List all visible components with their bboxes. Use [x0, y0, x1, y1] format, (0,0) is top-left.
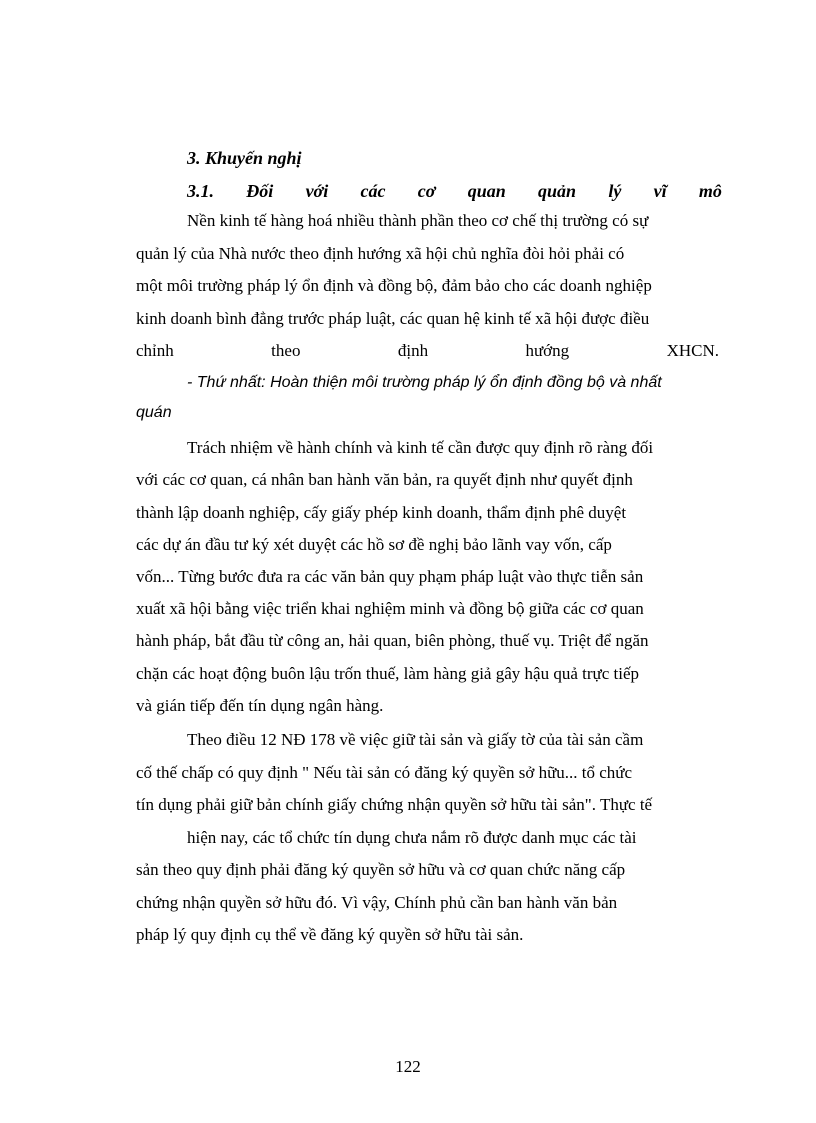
- paragraph-line: hiện nay, các tổ chức tín dụng chưa nắm rõ được danh mục các tài: [187, 828, 637, 847]
- paragraph-line: với các cơ quan, cá nhân ban hành văn bản, ra quyết định như quyết định: [136, 470, 633, 489]
- paragraph-line: các dự án đầu tư ký xét duyệt các hồ sơ đề nghị bảo lãnh vay vốn, cấp: [136, 535, 612, 554]
- first-item-line: quán: [136, 404, 172, 421]
- paragraph-line: vốn... Từng bước đưa ra các văn bản quy phạm pháp luật vào thực tiễn sản: [136, 567, 644, 586]
- subsection-word: 3.1.: [187, 181, 214, 201]
- subsection-word: vĩ: [653, 181, 667, 201]
- paragraph-word: định: [397, 341, 429, 360]
- paragraph-line: hành pháp, bắt đầu từ công an, hải quan, biên phòng, thuế vụ. Triệt để ngăn: [136, 631, 649, 650]
- paragraph-word: XHCN.: [666, 341, 719, 360]
- paragraph-line: và gián tiếp đến tín dụng ngân hàng.: [136, 696, 384, 715]
- subsection-word: quản: [538, 181, 577, 201]
- subsection-word: cơ: [417, 181, 436, 201]
- paragraph-word: hướng: [525, 341, 570, 360]
- paragraph-line: chứng nhận quyền sở hữu đó. Vì vậy, Chính phủ cần ban hành văn bản: [136, 893, 618, 912]
- subsection-word: mô: [698, 181, 722, 201]
- subsection-word: các: [360, 181, 386, 201]
- paragraph-line: quản lý của Nhà nước theo định hướng xã hội chủ nghĩa đòi hỏi phải có: [136, 244, 625, 263]
- section-title: 3. Khuyến nghị: [187, 148, 302, 168]
- paragraph-line: sản theo quy định phải đăng ký quyền sở hữu và cơ quan chức năng cấp: [136, 860, 626, 879]
- paragraph-line: Nền kinh tế hàng hoá nhiều thành phần theo cơ chế thị trường có sự: [187, 211, 649, 230]
- paragraph-line: Theo điều 12 NĐ 178 về việc giữ tài sản và giấy tờ của tài sản cầm: [187, 730, 644, 749]
- paragraph-line: kinh doanh bình đẳng trước pháp luật, các quan hệ kinh tế xã hội được điều: [136, 309, 650, 328]
- paragraph-line: xuất xã hội bằng việc triển khai nghiệm minh và đồng bộ giữa các cơ quan: [136, 599, 644, 618]
- subsection-title: [0, 180, 722, 202]
- paragraph-word: theo: [271, 341, 301, 360]
- page-number: 122: [395, 1057, 421, 1076]
- paragraph-line: tín dụng phải giữ bản chính giấy chứng nhận quyền sở hữu tài sản". Thực tế: [136, 795, 653, 814]
- paragraph-line: Trách nhiệm về hành chính và kinh tế cần được quy định rõ ràng đối: [187, 438, 654, 457]
- subsection-word: với: [305, 181, 329, 201]
- paragraph-line: một môi trường pháp lý ổn định và đồng bộ, đảm bảo cho các doanh nghiệp: [136, 276, 652, 295]
- paragraph-line: cố thế chấp có quy định " Nếu tài sản có đăng ký quyền sở hữu... tổ chức: [136, 763, 633, 782]
- subsection-word: Đối: [246, 181, 274, 201]
- paragraph-line: pháp lý quy định cụ thể về đăng ký quyền sở hữu tài sản.: [136, 925, 524, 944]
- paragraph-line: [0, 340, 719, 362]
- paragraph-line: thành lập doanh nghiệp, cấy giấy phép kinh doanh, thẩm định phê duyệt: [136, 503, 627, 522]
- subsection-word: lý: [608, 181, 622, 201]
- first-item-line: - Thứ nhất: Hoàn thiện môi trường pháp lý ổn định đồng bộ và nhất: [187, 374, 662, 391]
- subsection-word: quan: [467, 181, 506, 201]
- paragraph-line: chặn các hoạt động buôn lậu trốn thuế, làm hàng giả gây hậu quả trực tiếp: [136, 664, 639, 683]
- paragraph-word: chỉnh: [136, 341, 174, 360]
